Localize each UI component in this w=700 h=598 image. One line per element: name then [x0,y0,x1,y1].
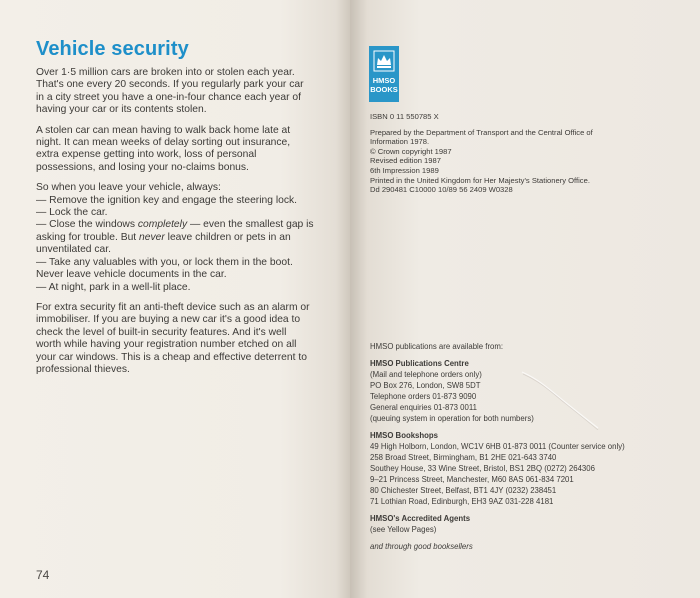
isbn: ISBN 0 11 550785 X [370,112,439,121]
text-line: your car windows. This is a cheap and effective deterrent to [36,351,307,363]
crown-icon [373,50,395,72]
checklist-item: — Lock the car. [36,207,108,219]
text-line: night. It can mean weeks of delay sorting out insurance, [36,137,291,149]
text-line: worth while having your registration number etched on all [36,339,297,351]
checklist-item: — Take any valuables with you, or lock them in the boot. [36,256,293,268]
text-line: For extra security fit an anti-theft device such as an alarm or [36,301,310,313]
checklist [36,182,336,294]
text-run: asking for trouble. But [36,231,140,243]
bookshop-address: Southey House, 33 Wine Street, Bristol, BS1 2BQ (0272) 264306 [370,464,595,473]
checklist-item-continued: unventilated car. [36,244,111,256]
text-line: having your car or its contents stolen. [36,104,207,116]
paper-crease [520,370,600,430]
print-code: Dd 290481 C10000 10/89 56 2409 W0328 [370,185,513,195]
text-run: — even the smallest gap is [187,219,314,231]
centre-line: Telephone orders 01-873 9090 [370,392,477,401]
logo-text-hmso: HMSO [372,76,396,85]
prepared-by: Prepared by the Department of Transport and the Central Office of [370,127,593,137]
availability-heading: HMSO publications are available from: [370,342,504,351]
text-line: possessions, and losing your no-claims bonus. [36,161,249,173]
centre-line: (queuing system in operation for both numbers) [370,414,534,423]
text-run: — Close the windows [36,219,138,231]
emphasis: never [139,231,165,243]
intro-paragraph [36,67,336,117]
copyright: © Crown copyright 1987 [370,146,452,156]
checklist-item-continued [36,232,336,244]
bookshop-address: 9–21 Princess Street, Manchester, M60 8AS 061-834 7201 [370,475,574,484]
agents-note: (see Yellow Pages) [370,525,437,534]
consequences-paragraph [36,125,336,175]
text-line: A stolen car can mean having to walk back home late at [36,124,291,136]
imprint-block [370,112,670,195]
centre-line: PO Box 276, London, SW8 5DT [370,381,481,390]
centre-heading: HMSO Publications Centre [370,359,469,368]
text-line: That's one every 20 seconds. If you regularly park your car [36,79,304,91]
bookshop-address: 258 Broad Street, Birmingham, B1 2HE 021-643 3740 [370,453,557,462]
text-line: check the level of built-in security features. And it's well [36,326,287,338]
emphasis: completely [137,219,188,231]
checklist-item-continued: Never leave vehicle documents in the car. [36,269,227,281]
prepared-by-continued: Information 1978. [370,137,430,147]
bookshop-address: 49 High Holborn, London, WC1V 6HB 01-873 0011 (Counter service only) [370,442,625,451]
printed-in: Printed in the United Kingdom for Her Majesty's Stationery Office. [370,175,590,185]
hmso-books-logo [369,46,399,102]
booksellers-note: and through good booksellers [370,542,473,551]
checklist-item: — Remove the ignition key and engage the steering lock. [36,194,298,206]
text-line: in a city street you have a one-in-four chance each year of [36,91,302,103]
page-number: 74 [36,568,50,582]
text-line: professional thieves. [36,363,130,375]
text-line: extra expense getting into work, loss of personal [36,149,257,161]
agents-heading: HMSO's Accredited Agents [370,514,471,523]
page-title: Vehicle security [36,38,189,60]
revised-edition: Revised edition 1987 [370,156,441,166]
checklist-item: — At night, park in a well-lit place. [36,281,191,293]
impression: 6th Impression 1989 [370,165,439,175]
bookshop-address: 80 Chichester Street, Belfast, BT1 4JY (0232) 238451 [370,486,557,495]
bookshop-address: 71 Lothian Road, Edinburgh, EH3 9AZ 031-228 4181 [370,497,554,506]
closing-paragraph [36,302,336,376]
centre-line: (Mail and telephone orders only) [370,370,482,379]
checklist-item [36,219,336,231]
logo-text-books: BOOKS [370,85,398,94]
checklist-intro: So when you leave your vehicle, always: [36,182,221,194]
centre-line: General enquiries 01-873 0011 [370,403,477,412]
text-line: Over 1·5 million cars are broken into or stolen each year. [36,67,295,78]
text-run: leave children or pets in an [164,231,291,243]
bookshops-heading: HMSO Bookshops [370,431,439,440]
text-line: immobiliser. If you are buying a new car it's a good idea to [36,314,301,326]
article-body [36,67,336,384]
